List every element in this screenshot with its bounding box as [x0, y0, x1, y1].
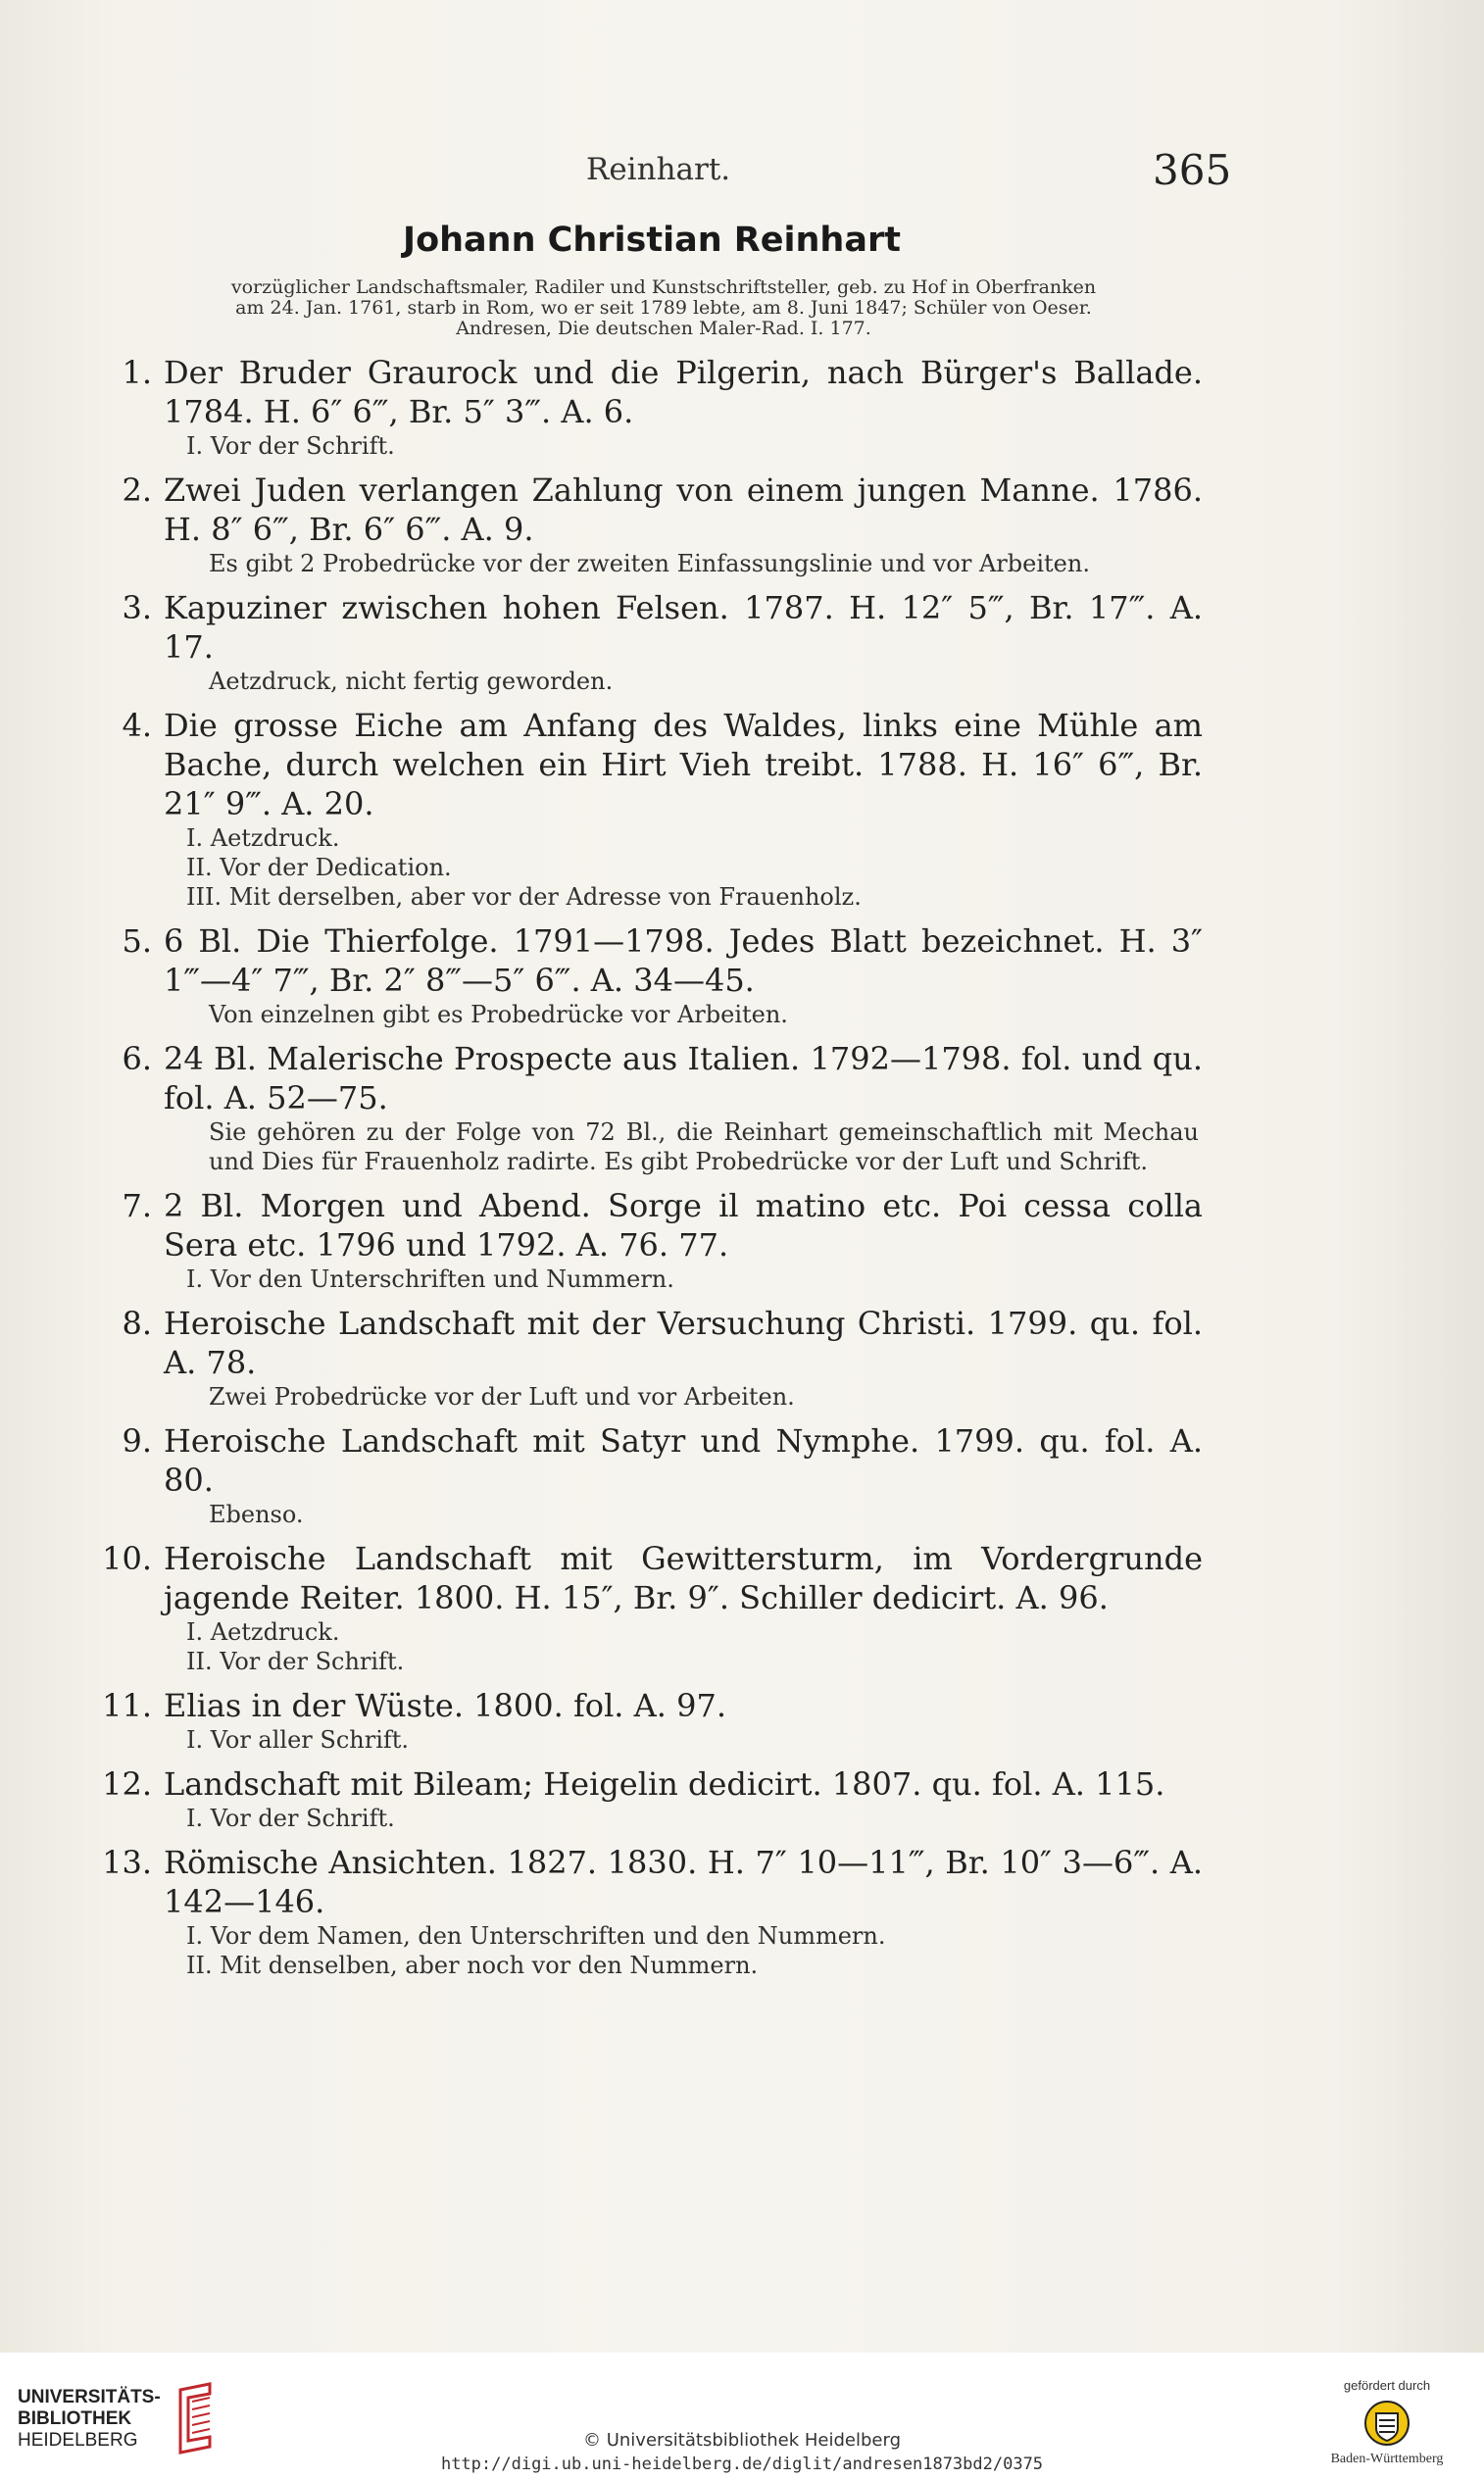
sponsor-name: Baden-Württemberg — [1330, 2452, 1444, 2466]
bio-line: Andresen, Die deutschen Maler-Rad. I. 177. — [456, 318, 871, 339]
catalogue-entry — [0, 1539, 1484, 1676]
entry-number: 4. — [122, 707, 152, 744]
entry-state: II. Vor der Dedication. — [186, 854, 452, 881]
coat-of-arms-icon — [1362, 2399, 1411, 2448]
entry-text: Der Bruder Graurock und die Pilgerin, nach Bürger's Ballade. 1784. H. 6″ 6‴, Br. 5″ 3‴. A. 6. — [164, 354, 1203, 430]
bio-line: am 24. Jan. 1761, starb in Rom, wo er seit 1789 lebte, am 8. Juni 1847; Schüler von Oeser. — [235, 297, 1092, 319]
catalogue-entry — [0, 471, 1484, 578]
catalogue-entry — [0, 1186, 1484, 1294]
entry-text: Heroische Landschaft mit Satyr und Nymphe. 1799. qu. fol. A. 80. — [164, 1422, 1203, 1499]
entry-state: I. Aetzdruck. — [186, 824, 340, 852]
entry-text: Heroische Landschaft mit Gewittersturm, im Vordergrunde jagende Reiter. 1800. H. 15″, Br. 9″. Schiller dedicirt. A. 96. — [164, 1540, 1203, 1616]
catalogue-entry — [0, 1686, 1484, 1755]
entry-state: I. Vor der Schrift. — [186, 1805, 395, 1832]
catalogue-entry — [0, 921, 1484, 1029]
entry-number: 13. — [102, 1844, 152, 1881]
entry-text: Landschaft mit Bileam; Heigelin dedicirt. 1807. qu. fol. A. 115. — [164, 1765, 1165, 1803]
entry-number: 7. — [122, 1187, 152, 1224]
entry-state: I. Vor dem Namen, den Unterschriften und den Nummern. — [186, 1922, 886, 1950]
entry-note: Aetzdruck, nicht fertig geworden. — [209, 668, 614, 695]
entry-text: Kapuziner zwischen hohen Felsen. 1787. H. 12″ 5‴, Br. 17‴. A. 17. — [164, 589, 1203, 666]
entry-state: II. Mit denselben, aber noch vor den Nummern. — [186, 1952, 759, 1979]
permalink[interactable]: http://digi.ub.uni-heidelberg.de/diglit/andresen1873bd2/0375 — [440, 2455, 1044, 2474]
entry-note: Es gibt 2 Probedrücke vor der zweiten Einfassungslinie und vor Arbeiten. — [209, 550, 1090, 577]
entry-number: 1. — [122, 354, 152, 391]
catalogue-entry — [0, 1843, 1484, 1980]
entry-number: 8. — [122, 1305, 152, 1342]
catalogue-entry — [0, 353, 1484, 461]
sponsor-block — [1313, 2378, 1460, 2467]
entry-number: 10. — [102, 1540, 152, 1577]
copyright-text: © Universitätsbibliothek Heidelberg — [582, 2430, 901, 2451]
entry-text: 24 Bl. Malerische Prospecte aus Italien. 1792—1798. fol. und qu. fol. A. 52—75. — [164, 1040, 1203, 1116]
catalogue-entry — [0, 1304, 1484, 1412]
library-name-line: HEIDELBERG — [18, 2430, 138, 2451]
footer — [0, 2353, 1484, 2480]
entry-note: Zwei Probedrücke vor der Luft und vor Arbeiten. — [209, 1383, 795, 1411]
artist-biography — [122, 277, 1206, 339]
entry-number: 3. — [122, 589, 152, 626]
entry-state: I. Vor aller Schrift. — [186, 1726, 410, 1754]
catalogue-entry — [0, 1764, 1484, 1833]
entry-number: 5. — [122, 922, 152, 960]
entry-text: Die grosse Eiche am Anfang des Waldes, links eine Mühle am Bache, durch welchen ein Hirt Vieh treibt. 1788. H. 16″ 6‴, Br. 21″ 9‴. A. 20. — [164, 707, 1203, 822]
entry-text: Zwei Juden verlangen Zahlung von einem jungen Manne. 1786. H. 8″ 6‴, Br. 6″ 6‴. A. 9. — [164, 471, 1203, 548]
library-name-line: BIBLIOTHEK — [18, 2408, 132, 2429]
running-title: Reinhart. — [586, 152, 731, 187]
entry-number: 12. — [102, 1765, 152, 1803]
entry-text: Heroische Landschaft mit der Versuchung Christi. 1799. qu. fol. A. 78. — [164, 1305, 1203, 1381]
bio-line: vorzüglicher Landschaftsmaler, Radiler und Kunstschriftsteller, geb. zu Hof in Oberfranken — [230, 276, 1097, 298]
entry-state: I. Vor den Unterschriften und Nummern. — [186, 1265, 674, 1293]
catalogue-entries — [0, 353, 1484, 1990]
entry-text: Elias in der Wüste. 1800. fol. A. 97. — [164, 1687, 726, 1724]
catalogue-entry — [0, 1039, 1484, 1176]
entry-text: Römische Ansichten. 1827. 1830. H. 7″ 10—11‴, Br. 10″ 3—6‴. A. 142—146. — [164, 1844, 1203, 1920]
page-number: 365 — [1153, 146, 1232, 194]
catalogue-entry — [0, 588, 1484, 696]
entry-state: II. Vor der Schrift. — [186, 1648, 405, 1675]
entry-state: I. Vor der Schrift. — [186, 432, 395, 460]
entry-note: Sie gehören zu der Folge von 72 Bl., die Reinhart gemeinschaftlich mit Mechau und Dies für Frauenholz radirte. Es gibt Probedrücke vor der Luft und Schrift. — [209, 1118, 1199, 1175]
library-name-line: UNIVERSITÄTS- — [18, 2387, 161, 2407]
entry-state: III. Mit derselben, aber vor der Adresse von Frauenholz. — [186, 883, 862, 911]
entry-text: 2 Bl. Morgen und Abend. Sorge il matino etc. Poi cessa colla Sera etc. 1796 und 1792. A. 76. 77. — [164, 1187, 1203, 1264]
entry-number: 2. — [122, 471, 152, 509]
sponsor-label: gefördert durch — [1343, 2378, 1431, 2393]
catalogue-entry — [0, 706, 1484, 912]
entry-number: 9. — [122, 1422, 152, 1460]
entry-note: Von einzelnen gibt es Probedrücke vor Arbeiten. — [209, 1001, 788, 1028]
entry-note: Ebenso. — [209, 1501, 304, 1528]
article-title: Johann Christian Reinhart — [403, 221, 901, 260]
entry-text: 6 Bl. Die Thierfolge. 1791—1798. Jedes Blatt bezeichnet. H. 3″ 1‴—4″ 7‴, Br. 2″ 8‴—5″ 6‴. A. 34—45. — [164, 922, 1203, 999]
copyright-block — [0, 2429, 1484, 2476]
catalogue-entry — [0, 1421, 1484, 1529]
entry-number: 6. — [122, 1040, 152, 1077]
entry-state: I. Aetzdruck. — [186, 1618, 340, 1646]
entry-number: 11. — [102, 1687, 152, 1724]
